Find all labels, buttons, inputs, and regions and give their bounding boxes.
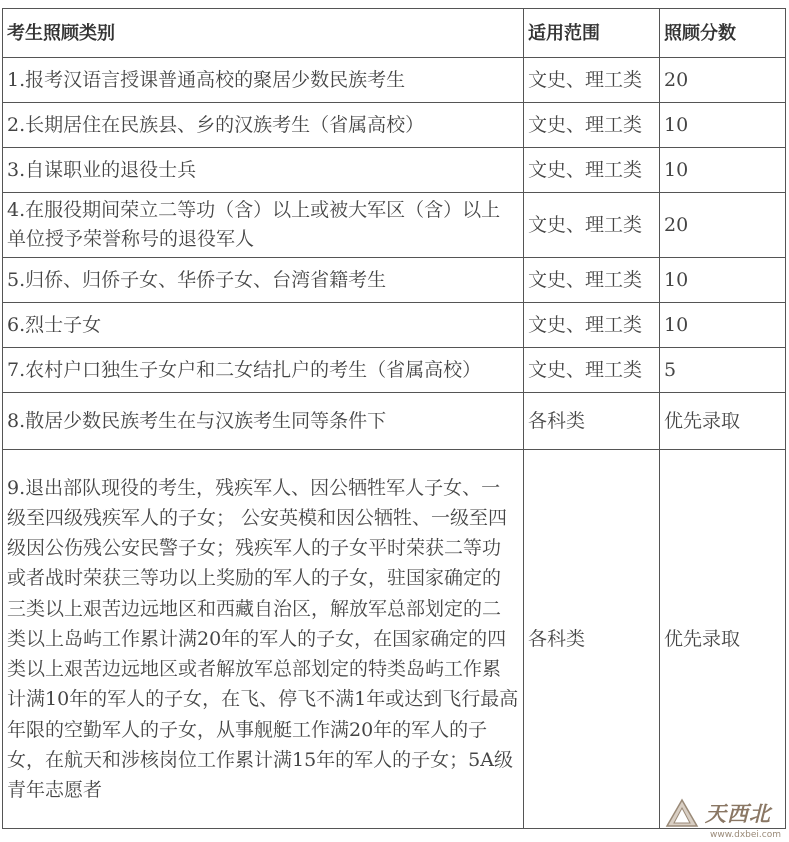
cell-points: 20 [660,193,786,258]
table-row [3,393,786,450]
cell-category: 8.散居少数民族考生在与汉族考生同等条件下 [3,393,524,450]
cell-scope: 各科类 [524,450,660,829]
cell-scope: 文史、理工类 [524,348,660,393]
cell-points: 20 [660,58,786,103]
cell-scope: 文史、理工类 [524,148,660,193]
cell-category: 7.农村户口独生子女户和二女结扎户的考生（省属高校） [3,348,524,393]
table-row [3,58,786,103]
cell-category: 3.自谋职业的退役士兵 [3,148,524,193]
watermark-logo-icon [665,798,699,828]
cell-scope: 文史、理工类 [524,258,660,303]
table-header-row [3,9,786,58]
cell-scope: 各科类 [524,393,660,450]
cell-scope: 文史、理工类 [524,103,660,148]
table-row [3,450,786,829]
cell-category: 9.退出部队现役的考生，残疾军人、因公牺牲军人子女、一级至四级残疾军人的子女； 公安英模和因公牺牲、一级至四级因公伤残公安民警子女；残疾军人的子女平时荣获二等功或者战时荣获三等功以上奖励的军人的子女，驻国家确定的三类以上艰苦边远地区和西藏自治区，解放军总部划定的二类以上岛屿工作累计满20年的军人的子女，在国家确定的四类以上艰苦边远地区或者解放军总部划定的特类岛屿工作累计满10年的军人的子女，在飞、停飞不满1年或达到飞行最高年限的空勤军人的子女，从事舰艇工作满20年的军人的子女，在航天和涉核岗位工作累计满15年的军人的子女；5A级青年志愿者 [3,450,524,829]
policy-table [2,8,786,829]
header-scope: 适用范围 [524,9,660,58]
header-points: 照顾分数 [660,9,786,58]
cell-scope: 文史、理工类 [524,303,660,348]
header-category: 考生照顾类别 [3,9,524,58]
cell-category: 5.归侨、归侨子女、华侨子女、台湾省籍考生 [3,258,524,303]
table-row [3,258,786,303]
table-row [3,348,786,393]
cell-points: 5 [660,348,786,393]
cell-points: 优先录取 [660,450,786,829]
watermark-url: www.dxbei.com [710,830,781,840]
cell-category: 6.烈士子女 [3,303,524,348]
cell-points: 10 [660,103,786,148]
cell-points: 优先录取 [660,393,786,450]
cell-points: 10 [660,258,786,303]
table-row [3,148,786,193]
cell-scope: 文史、理工类 [524,58,660,103]
cell-points: 10 [660,148,786,193]
cell-category: 1.报考汉语言授课普通高校的聚居少数民族考生 [3,58,524,103]
cell-category: 4.在服役期间荣立二等功（含）以上或被大军区（含）以上单位授予荣誉称号的退役军人 [3,193,524,258]
table-row [3,193,786,258]
table-row [3,303,786,348]
watermark [665,798,771,828]
cell-points: 10 [660,303,786,348]
cell-category: 2.长期居住在民族县、乡的汉族考生（省属高校） [3,103,524,148]
cell-scope: 文史、理工类 [524,193,660,258]
table-row [3,103,786,148]
watermark-text: 天西北 [705,801,771,826]
